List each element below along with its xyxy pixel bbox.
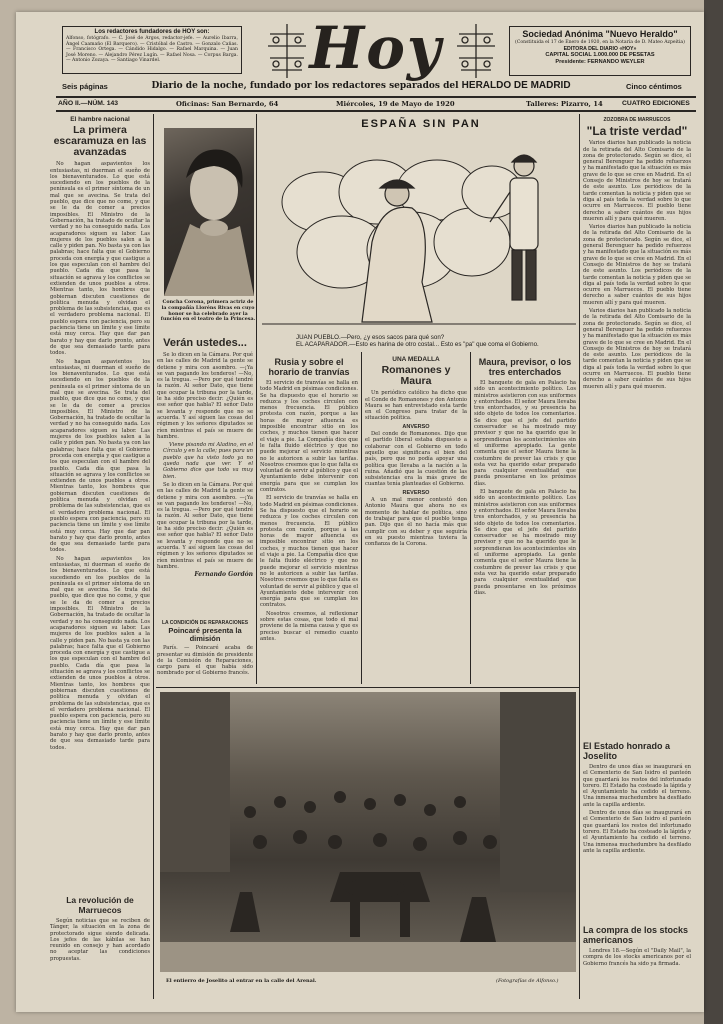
offices: Oficinas: San Bernardo, 64 [176,100,279,108]
logo-hoy: Hoy [309,14,443,82]
column-6 [583,116,691,736]
sociedad-text: (Constituida el 17 de Enero de 1920, en la Notaría de D. Mateo Azpeitia) [515,40,685,45]
col2-body-repeat: Se lo dicen en la Cámara. Por qué en las calles de Madrid la gente se detiene y mira con asombro. —¡Ya se van pagando los tenderos! —No, es la tregua. —Pero por qué tendré la razón. Al señor Dato, que tiene que ocupar la tribuna por la tarde, le ha sido preciso decir: ¿Quién es ese señor que habla? El señor Dato se levanta y responde que no se acuerda. Y así siguen las cosas del régimen y los señores diputados se ríen mientras el país se muere de hambre. [157,481,253,570]
portrait-caption: Concha Corona, primera actriz de la compañía Lloréns Rivas en cuyo honor se ha celebrado ayer la función en el teatro de la Princesa. [160,299,256,323]
subtitle-text: Diario de la noche, fundado por los redactores separados del [151,81,459,91]
column-2 [157,336,253,616]
col1-body: No hagan aspavientos los entusiastas, ni duerman el sueño de los bienaventurados. Lo que está sucediendo en los pueblos de la península es el primer síntoma de un mal que se avecina. Se trata del pueblo, que dice que no come, y que se le da de comer a precios imposibles. El Ministro de la Gobernación, ha tratado de ocultar la verdad y no ha conseguido nada. Los acaparadores siguen su labor. Las mujeres de los pueblos salen a la calle y piden pan. No basta ya con las palabras; hace falta que el Gobierno proceda con energía y que castigue a los que especulan con el hambre del pueblo. Cada día que pasa la situación se agrava y los conflictos se extienden de unos pueblos a otros. Mientras tanto, los hombres que gobiernan discuten cuestiones de política menuda y olvidan el problema de las subsistencias, que es el verdadero problema nacional. El pueblo espera con paciencia, pero su paciencia tiene un límite y ese límite está muy cerca. Hay que dar pan barato y hay que darlo pronto, antes de que sea demasiado tarde para todos. [50,161,150,357]
issue-date: Miércoles, 19 de Mayo de 1920 [336,100,455,108]
col1-headline2: La revolución de Marruecos [66,895,134,915]
right-ornament-icon [453,20,499,80]
col6-kicker: ZOZOBRA DE MARRUECOS [603,117,671,123]
col1-headline: La primera escaramuza en las avanzadas [53,124,147,159]
col1-body2: Según noticias que se reciben de Tánger, la situación en la zona de protectorado sigue siendo delicada. Los jefes de las kábilas se han reunido en consejo y han acordado no aceptar las condiciones propuestas. [50,918,150,962]
column-rule-4 [470,352,471,684]
col6-headline2: El Estado honrado a Joselito [583,741,671,761]
portrait-figure-icon [164,128,254,296]
price: Cinco céntimos [626,82,682,91]
col4-sub-reverso: REVERSO [402,489,430,496]
column-4 [365,356,467,683]
newspaper-page [16,12,704,1012]
sociedad-box [509,26,691,76]
photo2-rule [156,687,579,688]
presidente: Presidente: FERNANDO WEYLER [555,59,645,66]
col6-body-repeat: Varios diarios han publicado la noticia de la retirada del Alto Comisario de la zona de protectorado. Según se dice, el general Berenguer ha pedido refuerzos y ha manifestado que la situación es más grave de lo que se cree en Madrid. En el Consejo de Ministros de hoy se tratará de este asunto. Los periódicos de la tarde comentan la noticia y piden que se diga al país toda la verdad sobre lo que ocurre en Marruecos. El pueblo tiene derecho a saber cuántos de sus hijos mueren allí y para qué mueren. [583,224,691,306]
cartoon-illustration [262,132,576,328]
photo-rule [256,114,257,334]
funeral-credit: (Fotografías de Alfonso.) [496,978,559,984]
left-ornament-icon [264,20,310,80]
issue-number: AÑO II.—NÚM. 143 [58,100,119,107]
funeral-crowd-icon [160,692,576,972]
col2-signature: Fernando Gordón [194,571,253,579]
column-rule-1 [153,114,154,999]
column-5 [474,356,576,683]
subtitle-strong: HERALDO DE MADRID [461,80,571,91]
column-2-bottom [157,619,253,683]
col3-headline: Rusia y sobre el horario de tranvías [268,357,350,377]
cartoon-caption [296,334,576,348]
founders-box-title: Los redactores fundadores de HOY son: [94,29,210,35]
col2-body2: París. — Poincaré acaba de presentar su dimisión de presidente de la Comisión de Reparaciones, cargo para el que había sido nombrado por el Gobierno francés. [157,645,253,677]
funeral-photo [160,692,576,972]
col3-body2: Nosotros creemos, al reflexionar sobre estas cosas, que todo el mal proviene de la misma causa y que es preciso buscar el remedio cuanto antes. [260,610,358,642]
col2-verse: Viene pisando mi Aladino, en el Círculo y en la calle; pues para un pueblo que ha visto todo ya no queda nada que ver. Y el Gobierno dice que todo va muy bien. [163,442,253,480]
col6-body2: Dentro de unos días se inaugurará en el Cementerio de San Isidro el panteón que guardará los restos del infortunado torero. El Estado ha costeado la lápida y el Ayuntamiento ha cedido el terreno. Una inmensa muchedumbre ha desfilado ante la capilla ardiente. [583,764,691,808]
workshops: Talleres: Pizarro, 14 [526,100,603,108]
col4-kicker: UNA MEDALLA [392,356,440,363]
column-1 [50,116,150,891]
col6-body2-repeat: Dentro de unos días se inaugurará en el Cementerio de San Isidro el panteón que guardará los restos del infortunado torero. El Estado ha costeado la lápida y el Ayuntamiento ha cedido el terreno. Una inmensa muchedumbre ha desfilado ante la capilla ardiente. [583,810,691,854]
sociedad-title: Sociedad Anónima "Nuevo Heraldo" [522,29,678,39]
col6-body3: Londres 18.—Según el "Daily Mail", la compra de los stocks americanos por el Gobierno francés ha sido ya firmada. [583,948,691,967]
col4-body-reverso: A un mal menor contestó don Antonio Maura que ahora no es momento de hablar de política, sino de trabajar para que el pueblo tenga pan. Dijo que él no hacía más que cumplir con su deber y que seguiría en su puesto mientras tuviera la confianza de la Corona. [365,497,467,548]
col1-kicker: El hambre nacional [70,116,130,123]
col4-sub-anverso: ANVERSO [402,423,430,430]
col2-headline2: Poincaré presenta la dimisión [168,626,242,644]
col6-headline: "La triste verdad" [586,124,688,139]
col6-body-repeat-2: Varios diarios han publicado la noticia de la retirada del Alto Comisario de la zona de protectorado. Según se dice, el general Berenguer ha pedido refuerzos y ha manifestado que la situación es más grave de lo que se cree en Madrid. En el Consejo de Ministros de hoy se tratará de este asunto. Los periódicos de la tarde comentan la noticia y piden que se diga al país toda la verdad sobre lo que ocurre en Marruecos. El pueblo tiene derecho a saber cuántos de sus hijos mueren allí y para qué mueren. [583,308,691,390]
col4-body: Un periódico católico ha dicho que el Conde de Romanones y don Antonio Maura se han entrevistado esta tarde en el Congreso para tratar de la situación política. [365,390,467,422]
col2-kicker: LA CONDICIÓN DE REPARACIONES [161,620,249,626]
capital: CAPITAL SOCIAL 1.000.000 DE PESETAS [545,52,655,59]
cartoon-caption-juan: JUAN PUEBLO.—Pero, ¿y esos sacos para qué son? [296,334,445,341]
col2-headline: Verán ustedes... [163,337,247,349]
col1-body-repeat-2: No hagan aspavientos los entusiastas, ni duerman el sueño de los bienaventurados. Lo que está sucediendo en los pueblos de la península es el primer síntoma de un mal que se avecina. Se trata del pueblo, que dice que no come, y que se le da de comer a precios imposibles. El Ministro de la Gobernación, ha tratado de ocultar la verdad y no ha conseguido nada. Los acaparadores siguen su labor. Las mujeres de los pueblos salen a la calle y piden pan. No basta ya con las palabras; hace falta que el Gobierno proceda con energía y que castigue a los que especulan con el hambre del pueblo. Cada día que pasa la situación se agrava y los conflictos se extienden de unos pueblos a otros. Mientras tanto, los hombres que gobiernan discuten cuestiones de política menuda y olvidan el problema de las subsistencias, que es el verdadero problema nacional. El pueblo espera con paciencia, pero su paciencia tiene un límite y ese límite está muy cerca. Hay que dar pan barato y hay que darlo pronto, antes de que sea demasiado tarde para todos. [50,555,150,751]
portrait-photo [164,128,254,296]
col5-body: El banquete de gala en Palacio ha sido un acontecimiento político. Los ministros asistieron con sus uniformes y entorchados. El señor Maura llevaba tres entorchados, y su presencia ha sido objeto de todos los comentarios. Se dice que el jefe del partido conservador se ha mostrado muy previsor y que no ha querido que le sorprendieran los acontecimientos sin el uniforme apropiado. La gente comenta que el señor Maura tiene la costumbre de prever las crisis y que esta vez ha querido estar preparado para cualquier eventualidad que pueda presentarse en los próximos días. [474,380,576,487]
column-rule-6 [579,114,580,999]
masthead-rule-top [56,96,696,98]
dark-background-edge [704,0,723,1024]
col2-body: Se lo dicen en la Cámara. Por qué en las calles de Madrid la gente se detiene y mira con asombro. —¡Ya se van pagando los tenderos! —No, es la tregua. —Pero por qué tendré la razón. Al señor Dato, que tiene que ocupar la tribuna por la tarde, le ha sido preciso decir: ¿Quién es ese señor que habla? El señor Dato se levanta y responde que no se acuerda. Y así siguen las cosas del régimen y los señores diputados se ríen mientras el país se muere de hambre. [157,352,253,440]
column-6-bottom [583,924,691,1004]
column-rule-3 [361,352,362,684]
col4-body-anverso: Del conde de Romanones. Dijo que el partido liberal estaba dispuesto a colaborar con el Gobierno en todo aquello que significara el bien del país, pero que no podía apoyar una política que llevaba a la nación a la ruina. Añadió que la cuestión de las subsistencias era la más grave de cuantas tenía planteadas el Gobierno. [365,431,467,488]
funeral-caption: El entierro de Joselito al entrar en la calle del Arenal. [166,978,317,984]
masthead-rule-bottom [56,110,696,112]
editora: EDITORA DEL DIARIO «HOY» [563,45,637,52]
col3-body: El servicio de tranvías se halla en todo Madrid en pésimas condiciones. Se ha dispuesto que el horario se reduzca y los coches circulen con menos frecuencia. El público protesta con razón, porque a las horas de mayor afluencia es imposible encontrar sitio en los coches, y muchos tienen que hacer el viaje a pie. La Compañía dice que le falta fluido eléctrico y que no puede mejorar el servicio mientras no le autoricen a subir las tarifas. Nosotros creemos que lo que falta es voluntad de servir al público y que el Ayuntamiento debe intervenir con energía para que se cumplan los contratos. [260,380,358,494]
col6-headline3: La compra de los stocks americanos [583,925,689,945]
cartoon-title: ESPAÑA SIN PAN [361,118,481,130]
column-6-middle [583,740,691,920]
col5-body-repeat: El banquete de gala en Palacio ha sido un acontecimiento político. Los ministros asistieron con sus uniformes y entorchados. El señor Maura llevaba tres entorchados, y su presencia ha sido objeto de todos los comentarios. Se dice que el jefe del partido conservador se ha mostrado muy previsor y que no ha querido que le sorprendieran los acontecimientos sin el uniforme apropiado. La gente comenta que el señor Maura tiene la costumbre de prever las crisis y que esta vez ha querido estar preparado para cualquier eventualidad que pueda presentarse en los próximos días. [474,489,576,596]
col6-body: Varios diarios han publicado la noticia de la retirada del Alto Comisario de la zona de protectorado. Según se dice, el general Berenguer ha pedido refuerzos y ha manifestado que la situación es más grave de lo que se cree en Madrid. En el Consejo de Ministros de hoy se tratará de este asunto. Los periódicos de la tarde comentan la noticia y piden que se diga al país toda la verdad sobre lo que ocurre en Marruecos. El pueblo tiene derecho a saber cuántos de sus hijos mueren allí y para qué mueren. [583,140,691,222]
column-1-bottom [50,894,150,1004]
col4-headline: Romanones y Maura [381,364,451,388]
editions: CUATRO EDICIONES [622,100,690,107]
founders-box [62,26,242,74]
col1-body-repeat: No hagan aspavientos los entusiastas, ni duerman el sueño de los bienaventurados. Lo que está sucediendo en los pueblos de la península es el primer síntoma de un mal que se avecina. Se trata del pueblo, que dice que no come, y que se le da de comer a precios imposibles. El Ministro de la Gobernación, ha tratado de ocultar la verdad y no ha conseguido nada. Los acaparadores siguen su labor. Las mujeres de los pueblos salen a la calle y piden pan. No basta ya con las palabras; hace falta que el Gobierno proceda con energía y que castigue a los que especulan con el hambre del pueblo. Cada día que pasa la situación se agrava y los conflictos se extienden de unos pueblos a otros. Mientras tanto, los hombres que gobiernan discuten cuestiones de política menuda y olvidan el problema de las subsistencias, que es el verdadero problema nacional. El pueblo espera con paciencia, pero su paciencia tiene un límite y ese límite está muy cerca. Hay que dar pan barato y hay que darlo pronto, antes de que sea demasiado tarde para todos. [50,358,150,554]
col5-headline: Maura, previsor, o los tres enterchados [478,357,572,377]
page-count: Seis páginas [62,82,108,91]
column-rule-2 [256,332,257,684]
cartoon-caption-acaparador: EL ACAPARADOR.—Esto es harina de otro costal... Esto es "pa" que coma el Gobierno. [296,341,539,349]
column-3 [260,356,358,683]
subtitle [146,80,576,91]
founders-box-text: Alfonso, fotógrafo. — C. José de Argos, redactor-jefe. — Aurelio Ibarra, Ángel Caamaño (El Barquero). — Cristóbal de Castro. — Gonzalo Cañas. — Francisco Ortega. — Cándido Hidalgo. — Rafael Marquina. — Juan José Moreno. — Alejandro Pérez Lugín. — Rafael Nosa. — Corpus Barga. — Antonio Zozaya. — Santiago Vinardel. [66,36,238,64]
col3-body-repeat: El servicio de tranvías se halla en todo Madrid en pésimas condiciones. Se ha dispuesto que el horario se reduzca y los coches circulen con menos frecuencia. El público protesta con razón, porque a las horas de mayor afluencia es imposible encontrar sitio en los coches, y muchos tienen que hacer el viaje a pie. La Compañía dice que le falta fluido eléctrico y que no puede mejorar el servicio mientras no le autoricen a subir las tarifas. Nosotros creemos que lo que falta es voluntad de servir al público y que el Ayuntamiento debe intervenir con energía para que se cumplan los contratos. [260,495,358,609]
